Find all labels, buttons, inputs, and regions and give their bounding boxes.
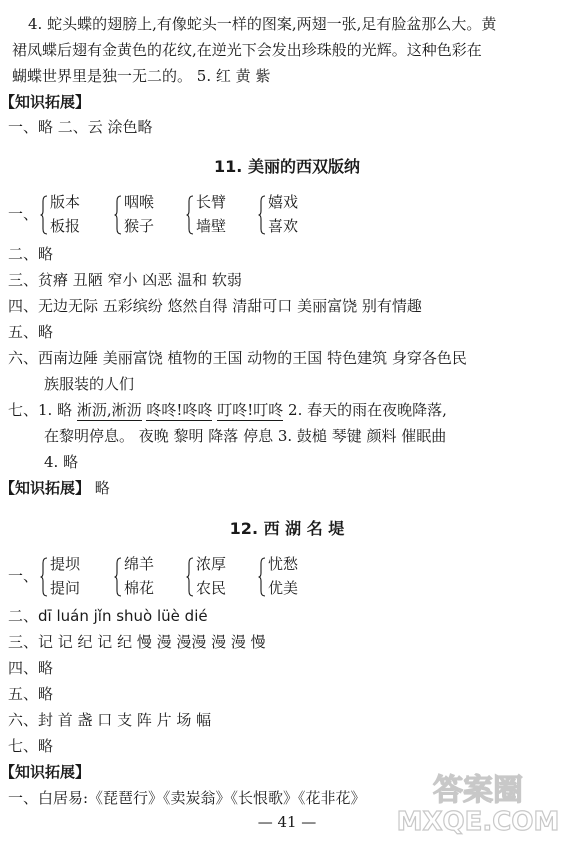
watermark-line-1: 答案圈 xyxy=(433,773,523,808)
l12-q2 xyxy=(8,606,208,626)
brace-icon xyxy=(258,195,266,235)
knowledge-extension-heading-1: 【知识拓展】 xyxy=(0,93,91,111)
knowledge-extension-answer-3: 一、白居易:《琵琶行》《卖炭翁》《长恨歌》《花非花》 xyxy=(8,789,366,807)
knowledge-extension-heading-2 xyxy=(0,478,110,498)
intro-line-2: 裙凤蝶后翅有金黄色的花纹,在逆光下会发出珍珠般的光辉。这种色彩在 xyxy=(12,41,482,59)
l11-q5: 五、略 xyxy=(8,323,54,341)
l11-q1-group-2 xyxy=(114,193,194,237)
brace-icon xyxy=(114,195,122,235)
word-top: 提坝 xyxy=(50,555,81,573)
brace-icon xyxy=(40,557,48,597)
l12-q5: 五、略 xyxy=(8,685,54,703)
brace-icon xyxy=(114,557,122,597)
underlined-answer: 叮咚!叮咚 xyxy=(217,401,284,419)
l12-q3: 三、记 记 纪 记 纪 慢 漫 漫漫 漫 漫 慢 xyxy=(8,633,266,651)
l11-q1-group-3 xyxy=(186,193,266,237)
word-bottom: 棉花 xyxy=(124,579,155,597)
l12-q1-label: 一、 xyxy=(8,567,39,585)
brace-icon xyxy=(40,195,48,235)
word-top: 咽喉 xyxy=(124,193,155,211)
l11-q2: 二、略 xyxy=(8,245,54,263)
underlined-answer: 咚咚!咚咚 xyxy=(146,401,213,419)
knowledge-extension-answer-1: 一、略 二、云 涂色略 xyxy=(8,118,153,136)
l11-q1-group-4 xyxy=(258,193,338,237)
l12-q1-group-2 xyxy=(114,555,194,599)
word-bottom: 提问 xyxy=(50,579,81,597)
word-bottom: 板报 xyxy=(50,217,81,235)
l12-q4: 四、略 xyxy=(8,659,54,677)
knowledge-extension-heading-3: 【知识拓展】 xyxy=(0,763,91,781)
l11-q6-line-2: 族服装的人们 xyxy=(44,375,135,393)
word-bottom: 优美 xyxy=(268,579,299,597)
word-bottom: 农民 xyxy=(196,579,227,597)
underlined-answer: 淅沥,淅沥 xyxy=(76,401,142,419)
word-top: 嬉戏 xyxy=(268,193,299,211)
brace-icon xyxy=(186,195,194,235)
lesson-11-title: 11. 美丽的西双版纳 xyxy=(214,157,360,176)
l12-q1-group-3 xyxy=(186,555,266,599)
word-top: 浓厚 xyxy=(196,555,227,573)
l11-q3: 三、贫瘠 丑陋 窄小 凶恶 温和 软弱 xyxy=(8,271,242,289)
word-top: 绵羊 xyxy=(124,555,155,573)
l11-q7-line-2: 在黎明停息。 夜晚 黎明 降落 停息 3. 鼓槌 琴键 颜料 催眠曲 xyxy=(44,427,447,445)
heading-answer: 略 xyxy=(94,479,110,497)
l12-q1-group-1 xyxy=(40,555,120,599)
intro-line-1: 4. 蛇头蝶的翅膀上,有像蛇头一样的图案,两翅一张,足有脸盆那么大。黄 xyxy=(28,15,497,33)
watermark-line-2: MXQE.COM xyxy=(396,807,560,836)
l12-q7: 七、略 xyxy=(8,737,54,755)
page-number: — 41 — xyxy=(257,813,317,831)
intro-line-3: 蝴蝶世界里是独一无二的。 5. 红 黄 紫 xyxy=(12,67,271,85)
l11-q1-label: 一、 xyxy=(8,205,39,223)
q2-label: 二、 xyxy=(8,607,39,625)
q7-suffix: 2. 春天的雨在夜晚降落, xyxy=(283,401,447,419)
l11-q6-line-1: 六、西南边陲 美丽富饶 植物的王国 动物的王国 特色建筑 身穿各色民 xyxy=(8,349,467,367)
brace-icon xyxy=(186,557,194,597)
site-watermark-logo xyxy=(388,766,568,836)
word-bottom: 喜欢 xyxy=(268,217,299,235)
l12-q1-group-4 xyxy=(258,555,338,599)
word-bottom: 墙壁 xyxy=(196,217,227,235)
l12-q6: 六、封 首 盏 口 支 阵 片 场 幅 xyxy=(8,711,212,729)
heading-label: 【知识拓展】 xyxy=(0,479,91,497)
word-top: 长臂 xyxy=(196,193,227,211)
l11-q1-group-1 xyxy=(40,193,120,237)
brace-icon xyxy=(258,557,266,597)
pinyin-answers: dī luán jǐn shuò lüè dié xyxy=(38,607,208,625)
lesson-12-title: 12. 西 湖 名 堤 xyxy=(229,519,345,538)
l11-q7-line-3: 4. 略 xyxy=(44,453,79,471)
q7-prefix: 七、1. 略 xyxy=(8,401,77,419)
l11-q4: 四、无边无际 五彩缤纷 悠然自得 清甜可口 美丽富饶 别有情趣 xyxy=(8,297,422,315)
l11-q7-line-1 xyxy=(8,400,447,420)
word-top: 版本 xyxy=(50,193,81,211)
word-top: 忧愁 xyxy=(268,555,299,573)
word-bottom: 猴子 xyxy=(124,217,155,235)
